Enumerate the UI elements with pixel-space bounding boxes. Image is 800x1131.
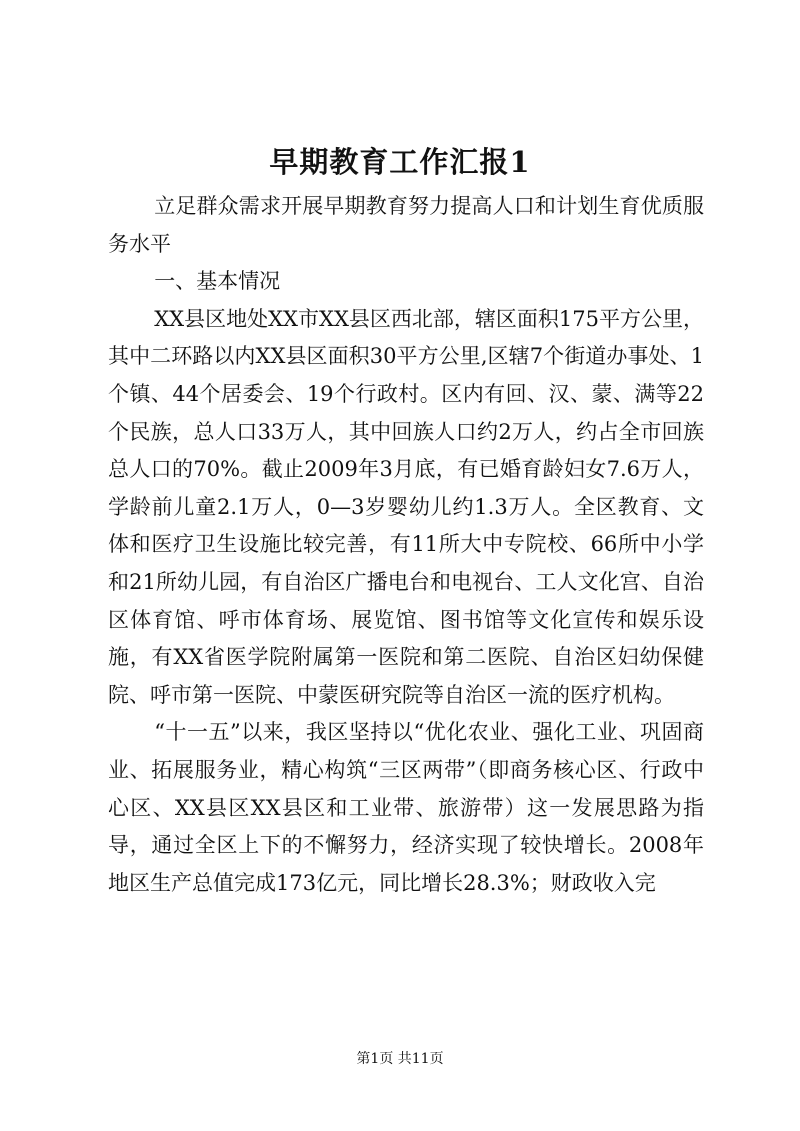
paragraph-subtitle: 立足群众需求开展早期教育努力提高人口和计划生育优质服务水平 [108,194,704,256]
paragraph-basic-info: XX县区地处XX市XX县区西北部，辖区面积175平方公里，其中二环路以内XX县区面积30平方公里,区辖7个街道办事处、1个镇、44个居委会、19个行政村。区内有回、汉、蒙、满等22个民族，总人口33万人，其中回族人口约2万人，约占全市回族总人口的70%。截止2009年3月底，有已婚育龄妇女7.6万人，学龄前儿童2.1万人，0—3岁婴幼儿约1.3万人。全区教育、文体和医疗卫生设施比较完善，有11所大中专院校、66所中小学和21所幼儿园，有自治区广播电台和电视台、工人文化宫、自治区体育馆、呼市体育场、展览馆、图书馆等文化宣传和娱乐设施，有XX省医学院附属第一医院和第二医院、自治区妇幼保健院、呼市第一医院、中蒙医研究院等自治区一流的医疗机构。 [108,306,705,707]
section-heading: 一、基本情况 [154,269,281,294]
page-footer: 第1页 共11页 [356,1051,444,1067]
paragraph-development: “十一五”以来，我区坚持以“优化农业、强化工业、巩固商业、拓展服务业，精心构筑“三区两带”（即商务核心区、行政中心区、XX县区XX县区和工业带、旅游带）这一发展思路为指导，通过全区上下的不懈努力，经济实现了较快增长。2008年地区生产总值完成173亿元，同比增长28.3%；财政收入完 [108,720,704,895]
document-title: 早期教育工作汇报1 [269,145,531,179]
document-body [108,188,704,902]
